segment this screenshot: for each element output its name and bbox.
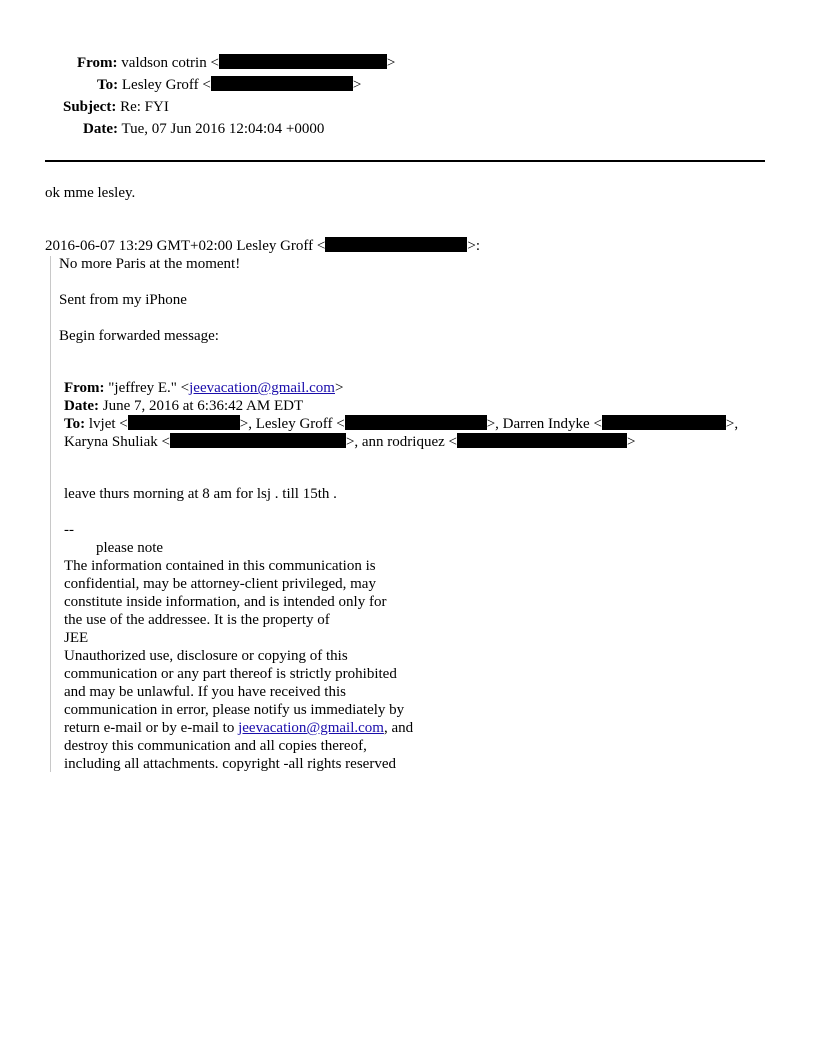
to-label: To: bbox=[97, 77, 119, 93]
disclaimer-line: constitute inside information, and is intended only for bbox=[64, 594, 387, 610]
subject-value: Re: FYI bbox=[120, 99, 169, 115]
redacted-block bbox=[219, 54, 387, 69]
fwd-from-email-link[interactable]: jeevacation@gmail.com bbox=[189, 380, 335, 396]
disclaimer-line: destroy this communication and all copies thereof, bbox=[64, 738, 367, 754]
disclaimer-line: communication or any part thereof is strictly prohibited bbox=[64, 666, 397, 682]
quote-intro-prefix: 2016-06-07 13:29 GMT+02:00 Lesley Groff < bbox=[45, 238, 326, 254]
disclaimer-email-link[interactable]: jeevacation@gmail.com bbox=[238, 720, 384, 736]
subject-label: Subject: bbox=[63, 99, 117, 115]
redacted-block bbox=[325, 237, 467, 252]
fwd-to-part: > bbox=[627, 434, 636, 450]
fwd-date-row bbox=[64, 397, 303, 415]
disclaimer-line: including all attachments. copyright -all rights reserved bbox=[64, 756, 396, 772]
redacted-block bbox=[211, 76, 353, 91]
fwd-message: leave thurs morning at 8 am for lsj . till 15th . bbox=[64, 486, 337, 502]
quote-bar bbox=[50, 256, 51, 772]
fwd-from-close: > bbox=[334, 380, 344, 396]
redacted-block bbox=[170, 433, 346, 448]
redacted-block bbox=[345, 415, 487, 430]
disclaimer-line: the use of the addressee. It is the property of bbox=[64, 612, 330, 628]
fwd-to-part: >, bbox=[725, 416, 739, 432]
fwd-from-label: From: bbox=[64, 380, 105, 396]
header-from-row bbox=[77, 54, 395, 72]
header-divider bbox=[45, 160, 765, 162]
quote-line-1: No more Paris at the moment! bbox=[59, 256, 241, 272]
fwd-from-row bbox=[64, 379, 343, 397]
fwd-to-part: >, Lesley Groff < bbox=[239, 416, 345, 432]
fwd-to-part: >, Darren Indyke < bbox=[486, 416, 602, 432]
fwd-to-part: Karyna Shuliak < bbox=[64, 434, 170, 450]
quote-line-2: Sent from my iPhone bbox=[59, 292, 187, 308]
date-value: Tue, 07 Jun 2016 12:04:04 +0000 bbox=[121, 121, 325, 137]
disclaimer-line: communication in error, please notify us immediately by bbox=[64, 702, 405, 718]
disclaimer-text: , and bbox=[383, 720, 414, 736]
reply-text: ok mme lesley. bbox=[45, 185, 136, 201]
fwd-to-row-2 bbox=[64, 433, 635, 451]
disclaimer-line: confidential, may be attorney-client privileged, may bbox=[64, 576, 376, 592]
fwd-to-part: >, ann rodriquez < bbox=[345, 434, 457, 450]
close-bracket: > bbox=[386, 55, 396, 71]
disclaimer-line: Unauthorized use, disclosure or copying of this bbox=[64, 648, 348, 664]
fwd-from-value: "jeffrey E." < bbox=[108, 380, 190, 396]
fwd-to-label: To: bbox=[64, 416, 86, 432]
from-value: valdson cotrin < bbox=[121, 55, 219, 71]
header-to-row bbox=[97, 76, 361, 94]
disclaimer-line: The information contained in this communication is bbox=[64, 558, 376, 574]
redacted-block bbox=[602, 415, 726, 430]
fwd-date-value: June 7, 2016 at 6:36:42 AM EDT bbox=[102, 398, 304, 414]
date-label: Date: bbox=[83, 121, 118, 137]
header-subject-row bbox=[63, 98, 169, 116]
quote-line-3: Begin forwarded message: bbox=[59, 328, 219, 344]
to-value: Lesley Groff < bbox=[121, 77, 211, 93]
fwd-date-label: Date: bbox=[64, 398, 99, 414]
redacted-block bbox=[128, 415, 240, 430]
disclaimer-line: and may be unlawful. If you have received this bbox=[64, 684, 346, 700]
header-date-row bbox=[83, 120, 324, 138]
quote-intro-suffix: >: bbox=[467, 238, 480, 254]
fwd-to-row bbox=[64, 415, 738, 433]
signature-dash: -- bbox=[64, 522, 74, 538]
redacted-block bbox=[457, 433, 627, 448]
disclaimer-line: JEE bbox=[64, 630, 89, 646]
disclaimer-line-email bbox=[64, 719, 413, 737]
close-bracket: > bbox=[352, 77, 362, 93]
signature-note: please note bbox=[96, 540, 164, 556]
from-label: From: bbox=[77, 55, 118, 71]
fwd-to-part: lvjet < bbox=[88, 416, 128, 432]
quote-intro bbox=[45, 237, 480, 255]
disclaimer-text: return e-mail or by e-mail to bbox=[64, 720, 239, 736]
disclaimer-block bbox=[64, 557, 413, 773]
